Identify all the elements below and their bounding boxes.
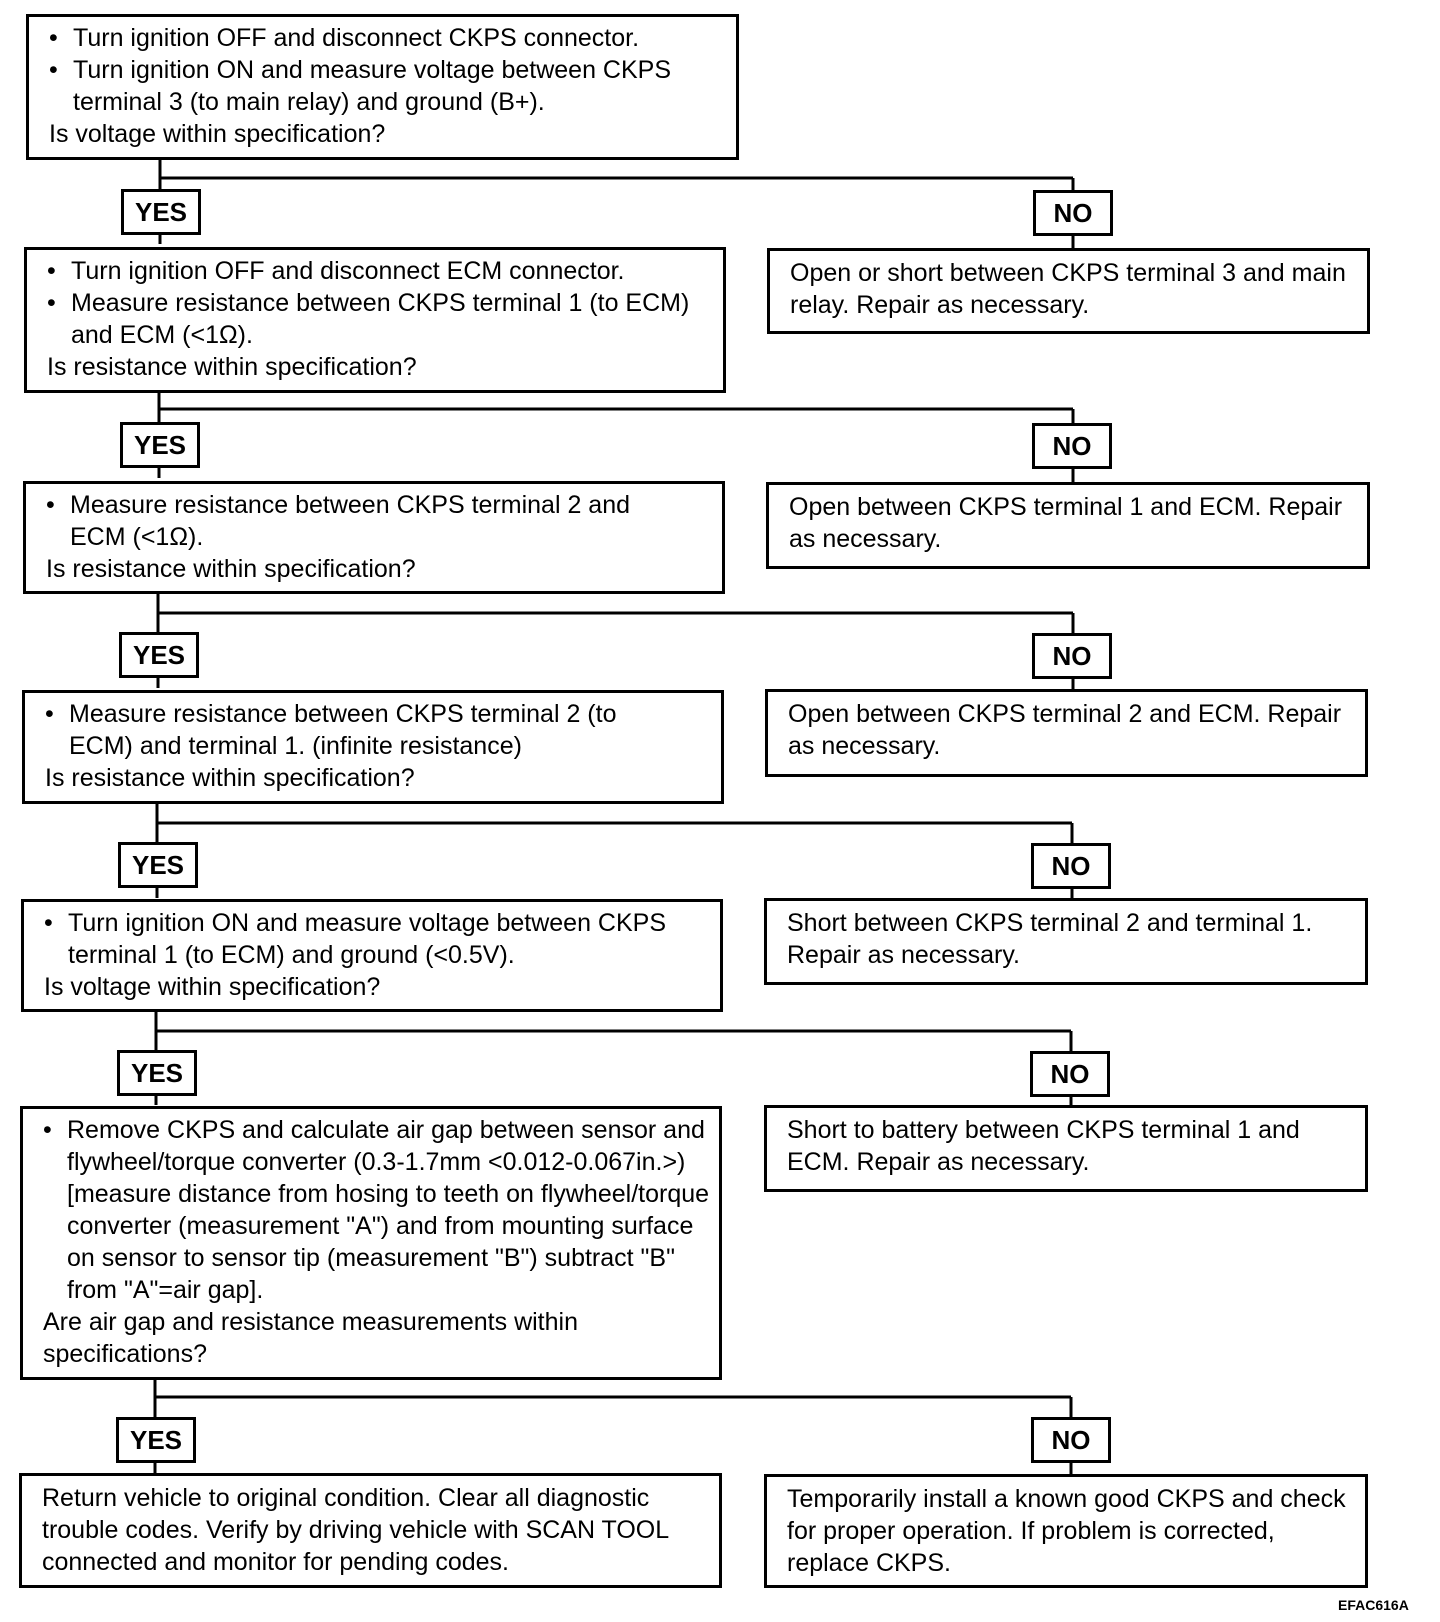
step-5-no-label: NO [1030,1051,1110,1097]
step-3-no-label: NO [1032,633,1112,679]
step-1-bullet-1: • Turn ignition OFF and disconnect CKPS connector. [49,22,728,54]
step-6-yes-label: YES [116,1417,196,1463]
step-4-no-label: NO [1031,843,1111,889]
step-4-bullet-1: • Measure resistance between CKPS terminal 2 (to ECM) and terminal 1. (infinite resistance) [45,698,713,762]
step-3-yes-label: YES [119,632,199,678]
no-result-5-text: Short to battery between CKPS terminal 1 and ECM. Repair as necessary. [787,1116,1300,1176]
step-6-no-label: NO [1031,1417,1111,1463]
step-1-no-label: NO [1033,190,1113,236]
no-result-1-box [767,248,1370,334]
step-4-box [22,690,724,804]
step-6-bullet-1: • Remove CKPS and calculate air gap between sensor and flywheel/torque converter (0.3-1.7mm <0.012-0.067in.>) [measure distance from hosing to teeth on flywheel/torque converter (measurement "A") and from mounting surface on sensor to sensor tip (measurement "B") subtract "B" from "A"=air gap]. [43,1114,711,1306]
no-result-2-text: Open between CKPS terminal 1 and ECM. Repair as necessary. [789,493,1343,553]
step-4-question: Is resistance within specification? [45,764,415,792]
no-result-5-box [764,1105,1368,1192]
step-2-bullet-1: • Turn ignition OFF and disconnect ECM connector. [47,255,715,287]
step-2-no-label: NO [1032,423,1112,469]
figure-code: EFAC616A [1338,1597,1409,1613]
no-result-3-box [765,689,1368,777]
no-result-1-text: Open or short between CKPS terminal 3 and main relay. Repair as necessary. [790,259,1346,319]
no-result-2-box [766,482,1370,569]
step-3-box [23,481,725,594]
step-3-question: Is resistance within specification? [46,555,416,583]
step-2-question: Is resistance within specification? [47,353,417,381]
step-2-box [24,247,726,393]
no-result-4-text: Short between CKPS terminal 2 and terminal 1. Repair as necessary. [787,909,1313,969]
step-5-bullet-1: • Turn ignition ON and measure voltage between CKPS terminal 1 (to ECM) and ground (<0.5V). [44,907,712,971]
step-1-bullet-2: • Turn ignition ON and measure voltage between CKPS terminal 3 (to main relay) and ground (B+). [49,54,728,118]
step-5-box [21,899,723,1012]
step-1-yes-label: YES [121,189,201,235]
step-5-question: Is voltage within specification? [44,973,381,1001]
no-result-3-text: Open between CKPS terminal 2 and ECM. Repair as necessary. [788,700,1342,760]
step-5-yes-label: YES [117,1050,197,1096]
step-2-yes-label: YES [120,422,200,468]
no-result-4-box [764,898,1368,985]
no-result-6-text: Temporarily install a known good CKPS and check for proper operation. If problem is corrected, replace CKPS. [787,1485,1346,1577]
step-1-box [26,14,739,160]
step-6-box [20,1106,722,1380]
final-yes-box [19,1473,722,1588]
no-result-6-box [764,1474,1368,1588]
step-2-bullet-2: • Measure resistance between CKPS terminal 1 (to ECM) and ECM (<1Ω). [47,287,715,351]
step-3-bullet-1: • Measure resistance between CKPS terminal 2 and ECM (<1Ω). [46,489,714,553]
step-6-question: Are air gap and resistance measurements within specifications? [43,1308,578,1368]
step-4-yes-label: YES [118,842,198,888]
final-yes-text: Return vehicle to original condition. Clear all diagnostic trouble codes. Verify by driving vehicle with SCAN TOOL connected and monitor for pending codes. [42,1484,669,1576]
step-1-question: Is voltage within specification? [49,120,386,148]
